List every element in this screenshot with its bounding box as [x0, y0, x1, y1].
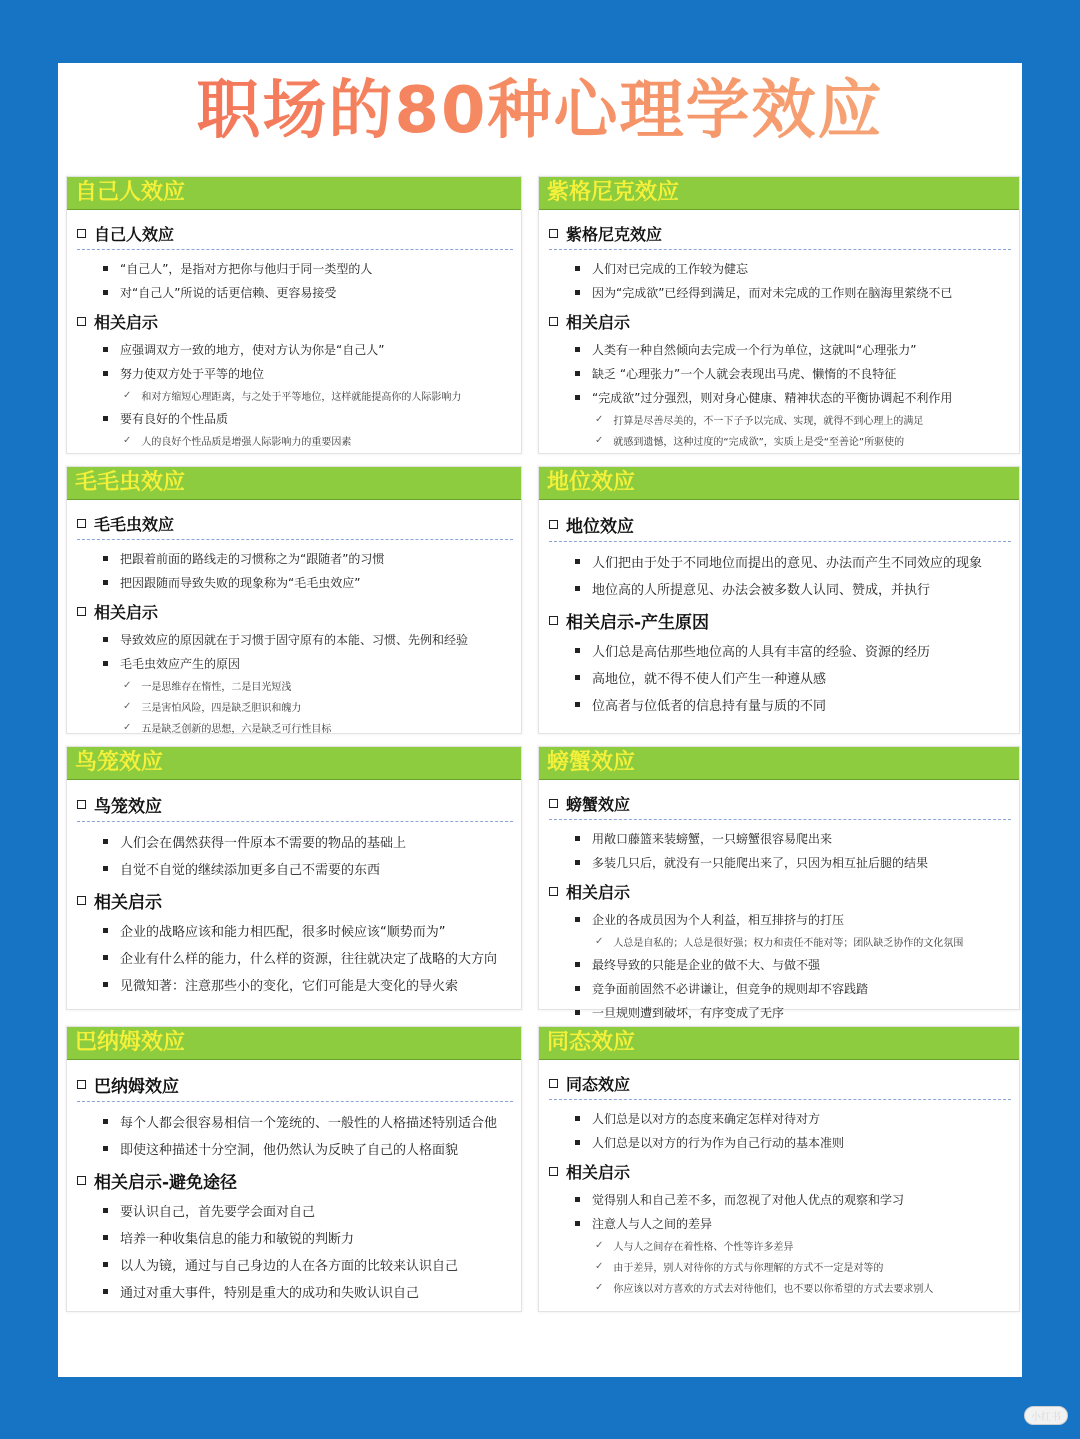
- effect-card: [538, 746, 1020, 1020]
- section-heading-text: 相关启示-产生原因: [566, 613, 710, 633]
- bullet-square-icon: [575, 836, 580, 841]
- section-heading: [77, 1168, 513, 1193]
- bullet-text: 把因跟随而导致失败的现象称为“毛毛虫效应”: [120, 575, 361, 590]
- bullet-text: 竞争面前固然不必讲谦让，但竞争的规则却不容践踏: [592, 981, 869, 996]
- check-subitem: [595, 1256, 1011, 1277]
- bullet-square-icon: [103, 580, 108, 585]
- bullet-item: [575, 1187, 1011, 1211]
- bullet-text: 见微知著：注意那些小的变化，它们可能是大变化的导火索: [120, 979, 459, 994]
- subitem-text: 一是思维存在惰性，二是目光短浅: [141, 682, 292, 693]
- bullet-square-icon: [575, 1221, 580, 1226]
- check-subitem: [595, 931, 1011, 952]
- bullet-text: 最终导致的只能是企业的做不大、与做不强: [592, 957, 821, 972]
- bullet-text: 毛毛虫效应产生的原因: [120, 656, 241, 671]
- bullet-text: 企业的战略应该和能力相匹配，很多时候应该“顺势而为”: [120, 925, 446, 940]
- bullet-text: 通过对重大事件，特别是重大的成功和失败认识自己: [120, 1286, 420, 1301]
- bullet-square-icon: [103, 1235, 108, 1240]
- bullet-square-icon: [103, 839, 108, 844]
- bullet-text: 位高者与位低者的信息持有量与质的不同: [592, 699, 827, 714]
- bullet-square-icon: [103, 661, 108, 666]
- section-heading-text: 相关启示: [94, 603, 159, 622]
- card-title: 巴纳姆效应: [67, 1027, 521, 1060]
- bullet-text: 人们总是高估那些地位高的人具有丰富的经验、资源的经历: [592, 645, 931, 660]
- checkmark-icon: ✓: [595, 1282, 604, 1293]
- bullet-item: [103, 256, 513, 280]
- checkbox-square-icon: [77, 896, 86, 905]
- bullet-text: 高地位，就不得不使人们产生一种遵从感: [592, 672, 827, 687]
- watermark: 小红书: [1024, 1406, 1068, 1425]
- check-subitem: [123, 696, 513, 717]
- section-heading-text: 同态效应: [566, 1075, 631, 1094]
- checkbox-square-icon: [549, 229, 558, 238]
- card-title: 自己人效应: [67, 177, 521, 210]
- section-heading: [77, 600, 513, 623]
- section-heading: [549, 1072, 1011, 1100]
- section-heading-text: 紫格尼克效应: [566, 225, 663, 244]
- bullet-square-icon: [103, 371, 108, 376]
- bullet-text: 应强调双方一致的地方，使对方认为你是“自己人”: [120, 342, 385, 357]
- bullet-square-icon: [103, 637, 108, 642]
- bullet-text: 人们总是以对方的行为作为自己行动的基本准则: [592, 1135, 845, 1150]
- bullet-text: 要有良好的个性品质: [120, 411, 229, 426]
- bullet-square-icon: [575, 266, 580, 271]
- bullet-item: [103, 651, 513, 675]
- effect-card: [538, 466, 1020, 734]
- bullet-square-icon: [103, 928, 108, 933]
- bullet-item: [103, 971, 513, 998]
- checkbox-square-icon: [549, 1079, 558, 1088]
- section-heading: [77, 222, 513, 250]
- section-heading-text: 螃蟹效应: [566, 795, 631, 814]
- section-heading: [77, 310, 513, 333]
- bullet-square-icon: [575, 702, 580, 707]
- checkbox-square-icon: [549, 887, 558, 896]
- bullet-item: [575, 637, 1011, 664]
- checkmark-icon: ✓: [123, 680, 132, 691]
- bullet-item: [575, 1000, 1011, 1024]
- card-body: [539, 1060, 1019, 1298]
- bullet-text: 自觉不自觉的继续添加更多自己不需要的东西: [120, 863, 381, 878]
- subitem-text: 人总是自私的；人总是很好强；权力和责任不能对等；团队缺乏协作的文化氛围: [613, 938, 964, 949]
- card-title: 鸟笼效应: [67, 747, 521, 780]
- subitem-text: 人与人之间存在着性格、个性等许多差异: [613, 1242, 794, 1253]
- checkmark-icon: ✓: [595, 1261, 604, 1272]
- bullet-square-icon: [103, 1289, 108, 1294]
- section-heading: [549, 608, 1011, 633]
- bullet-square-icon: [575, 1197, 580, 1202]
- bullet-item: [103, 337, 513, 361]
- section-heading: [549, 1160, 1011, 1183]
- bullet-item: [575, 976, 1011, 1000]
- card-title: 地位效应: [539, 467, 1019, 500]
- bullet-square-icon: [575, 559, 580, 564]
- section-heading-text: 相关启示: [566, 1163, 631, 1182]
- card-body: [539, 210, 1019, 451]
- effect-card: [66, 746, 522, 1010]
- effect-card: [538, 176, 1020, 454]
- check-subitem: [595, 1277, 1011, 1298]
- section-heading: [77, 792, 513, 822]
- checkmark-icon: ✓: [595, 936, 604, 947]
- bullet-square-icon: [575, 917, 580, 922]
- checkbox-square-icon: [77, 607, 86, 616]
- section-heading-text: 相关启示: [566, 313, 631, 332]
- bullet-text: 以人为镜，通过与自己身边的人在各方面的比较来认识自己: [120, 1259, 459, 1274]
- bullet-text: 培养一种收集信息的能力和敏锐的判断力: [120, 1232, 355, 1247]
- bullet-item: [575, 337, 1011, 361]
- bullet-text: 人们总是以对方的态度来确定怎样对待对方: [592, 1111, 821, 1126]
- bullet-square-icon: [103, 1208, 108, 1213]
- bullet-item: [103, 280, 513, 304]
- check-subitem: [123, 675, 513, 696]
- card-title: 毛毛虫效应: [67, 467, 521, 500]
- bullet-item: [575, 361, 1011, 385]
- bullet-item: [575, 280, 1011, 304]
- effect-card: [538, 1026, 1020, 1312]
- bullet-square-icon: [103, 1119, 108, 1124]
- bullet-text: 每个人都会很容易相信一个笼统的、一般性的人格描述特别适合他: [120, 1116, 498, 1131]
- checkbox-square-icon: [77, 317, 86, 326]
- bullet-square-icon: [575, 371, 580, 376]
- bullet-square-icon: [103, 866, 108, 871]
- check-subitem: [595, 409, 1011, 430]
- bullet-square-icon: [103, 556, 108, 561]
- checkmark-icon: ✓: [123, 722, 132, 733]
- checkbox-square-icon: [549, 317, 558, 326]
- card-body: [67, 1060, 521, 1305]
- page-title: 职场的80种心理学效应: [0, 70, 1080, 152]
- bullet-text: 多装几只后，就没有一只能爬出来了，只因为相互扯后腿的结果: [592, 855, 929, 870]
- bullet-text: 对“自己人”所说的话更信赖、更容易接受: [120, 285, 337, 300]
- bullet-text: 缺乏 “心理张力”一个人就会表现出马虎、懒惰的不良特征: [592, 366, 897, 381]
- bullet-item: [103, 1108, 513, 1135]
- section-heading-text: 相关启示-避免途径: [94, 1173, 238, 1193]
- bullet-square-icon: [103, 290, 108, 295]
- section-heading-text: 自己人效应: [94, 225, 175, 244]
- subitem-text: 由于差异，别人对待你的方式与你理解的方式不一定是对等的: [613, 1263, 884, 1274]
- section-heading-text: 地位效应: [566, 517, 634, 537]
- subitem-text: 你应该以对方喜欢的方式去对待他们，也不要以你希望的方式去要求别人: [613, 1284, 934, 1295]
- bullet-square-icon: [575, 860, 580, 865]
- bullet-text: 一旦规则遭到破坏，有序变成了无序: [592, 1005, 785, 1020]
- subitem-text: 人的良好个性品质是增强人际影响力的重要因素: [141, 437, 352, 448]
- section-heading-text: 巴纳姆效应: [94, 1077, 179, 1097]
- section-heading-text: 相关启示: [566, 883, 631, 902]
- bullet-text: 因为“完成欲”已经得到满足，而对未完成的工作则在脑海里萦绕不已: [592, 285, 953, 300]
- bullet-text: 即使这种描述十分空洞，他仍然认为反映了自己的人格面貌: [120, 1143, 459, 1158]
- checkbox-square-icon: [549, 520, 558, 529]
- effect-card: [66, 176, 522, 454]
- section-heading-text: 相关启示: [94, 313, 159, 332]
- section-heading: [549, 792, 1011, 820]
- bullet-item: [575, 385, 1011, 409]
- bullet-square-icon: [103, 1262, 108, 1267]
- bullet-text: 觉得别人和自己差不多，而忽视了对他人优点的观察和学习: [592, 1192, 905, 1207]
- card-body: [67, 500, 521, 738]
- checkmark-icon: ✓: [123, 701, 132, 712]
- bullet-square-icon: [103, 955, 108, 960]
- bullet-item: [103, 1135, 513, 1162]
- bullet-square-icon: [575, 986, 580, 991]
- bullet-text: 企业的各成员因为个人利益，相互排挤与的打压: [592, 912, 845, 927]
- checkbox-square-icon: [77, 1176, 86, 1185]
- bullet-item: [103, 361, 513, 385]
- bullet-text: 要认识自己，首先要学会面对自己: [120, 1205, 316, 1220]
- checkbox-square-icon: [77, 229, 86, 238]
- card-body: [67, 210, 521, 451]
- bullet-text: “完成欲”过分强烈，则对身心健康、精神状态的平衡协调起不利作用: [592, 390, 953, 405]
- check-subitem: [123, 717, 513, 738]
- bullet-square-icon: [103, 1146, 108, 1151]
- card-body: [67, 780, 521, 998]
- section-heading: [77, 512, 513, 540]
- checkbox-square-icon: [549, 1167, 558, 1176]
- bullet-square-icon: [575, 1140, 580, 1145]
- bullet-item: [575, 907, 1011, 931]
- bullet-item: [575, 1106, 1011, 1130]
- bullet-square-icon: [575, 347, 580, 352]
- bullet-item: [103, 1197, 513, 1224]
- section-heading-text: 鸟笼效应: [94, 797, 162, 817]
- bullet-square-icon: [575, 1116, 580, 1121]
- section-heading: [549, 310, 1011, 333]
- checkbox-square-icon: [77, 800, 86, 809]
- check-subitem: [123, 385, 513, 406]
- bullet-item: [103, 855, 513, 882]
- effect-card: [66, 1026, 522, 1312]
- subitem-text: 打算是尽善尽美的，不一下子予以完成、实现，就得不到心理上的满足: [613, 416, 924, 427]
- bullet-item: [575, 548, 1011, 575]
- bullet-item: [575, 1130, 1011, 1154]
- check-subitem: [123, 430, 513, 451]
- check-subitem: [595, 1235, 1011, 1256]
- bullet-item: [103, 627, 513, 651]
- checkbox-square-icon: [549, 616, 558, 625]
- section-heading: [549, 222, 1011, 250]
- section-heading: [77, 888, 513, 913]
- bullet-square-icon: [575, 962, 580, 967]
- bullet-text: 人们把由于处于不同地位而提出的意见、办法而产生不同效应的现象: [592, 556, 983, 571]
- card-title: 紫格尼克效应: [539, 177, 1019, 210]
- bullet-square-icon: [575, 675, 580, 680]
- card-title: 同态效应: [539, 1027, 1019, 1060]
- bullet-text: 人们会在偶然获得一件原本不需要的物品的基础上: [120, 836, 407, 851]
- bullet-item: [575, 575, 1011, 602]
- bullet-square-icon: [575, 586, 580, 591]
- section-heading: [77, 1072, 513, 1102]
- bullet-item: [103, 917, 513, 944]
- section-heading-text: 相关启示: [94, 893, 162, 913]
- bullet-text: 把跟着前面的路线走的习惯称之为“跟随者”的习惯: [120, 551, 385, 566]
- checkmark-icon: ✓: [123, 435, 132, 446]
- bullet-text: 努力使双方处于平等的地位: [120, 366, 265, 381]
- bullet-square-icon: [103, 266, 108, 271]
- bullet-item: [575, 826, 1011, 850]
- bullet-item: [575, 952, 1011, 976]
- bullet-item: [103, 1278, 513, 1305]
- checkmark-icon: ✓: [595, 414, 604, 425]
- bullet-square-icon: [575, 395, 580, 400]
- bullet-item: [575, 664, 1011, 691]
- checkbox-square-icon: [77, 1080, 86, 1089]
- subitem-text: 五是缺乏创新的思想，六是缺乏可行性目标: [141, 724, 332, 735]
- bullet-item: [103, 1251, 513, 1278]
- subitem-text: 和对方缩短心理距离，与之处于平等地位，这样就能提高你的人际影响力: [141, 392, 462, 403]
- bullet-item: [575, 850, 1011, 874]
- bullet-square-icon: [103, 982, 108, 987]
- card-title: 螃蟹效应: [539, 747, 1019, 780]
- bullet-text: 人类有一种自然倾向去完成一个行为单位，这就叫“心理张力”: [592, 342, 917, 357]
- section-heading-text: 毛毛虫效应: [94, 515, 175, 534]
- bullet-item: [103, 828, 513, 855]
- checkmark-icon: ✓: [595, 1240, 604, 1251]
- bullet-item: [575, 256, 1011, 280]
- checkmark-icon: ✓: [123, 390, 132, 401]
- section-heading: [549, 880, 1011, 903]
- checkbox-square-icon: [549, 799, 558, 808]
- bullet-text: “自己人”，是指对方把你与他归于同一类型的人: [120, 261, 373, 276]
- bullet-text: 地位高的人所提意见、办法会被多数人认同、赞成，并执行: [592, 583, 931, 598]
- bullet-square-icon: [575, 290, 580, 295]
- bullet-text: 注意人与人之间的差异: [592, 1216, 713, 1231]
- bullet-text: 导致效应的原因就在于习惯于固守原有的本能、习惯、先例和经验: [120, 632, 469, 647]
- subitem-text: 三是害怕风险，四是缺乏胆识和魄力: [141, 703, 302, 714]
- checkbox-square-icon: [77, 519, 86, 528]
- card-body: [539, 500, 1019, 718]
- bullet-text: 企业有什么样的能力，什么样的资源，往往就决定了战略的大方向: [120, 952, 498, 967]
- bullet-item: [103, 546, 513, 570]
- subitem-text: 就感到遗憾，这种过度的“完成欲”，实质上是受“至善论”所驱使的: [613, 437, 905, 448]
- bullet-square-icon: [575, 1010, 580, 1015]
- card-body: [539, 780, 1019, 1024]
- bullet-square-icon: [575, 648, 580, 653]
- effect-card: [66, 466, 522, 734]
- bullet-text: 人们对已完成的工作较为健忘: [592, 261, 749, 276]
- bullet-square-icon: [103, 347, 108, 352]
- check-subitem: [595, 430, 1011, 451]
- bullet-square-icon: [103, 416, 108, 421]
- bullet-text: 用敞口藤篮来装螃蟹，一只螃蟹很容易爬出来: [592, 831, 833, 846]
- bullet-item: [575, 691, 1011, 718]
- bullet-item: [103, 406, 513, 430]
- bullet-item: [103, 570, 513, 594]
- bullet-item: [103, 944, 513, 971]
- bullet-item: [575, 1211, 1011, 1235]
- section-heading: [549, 512, 1011, 542]
- checkmark-icon: ✓: [595, 435, 604, 446]
- bullet-item: [103, 1224, 513, 1251]
